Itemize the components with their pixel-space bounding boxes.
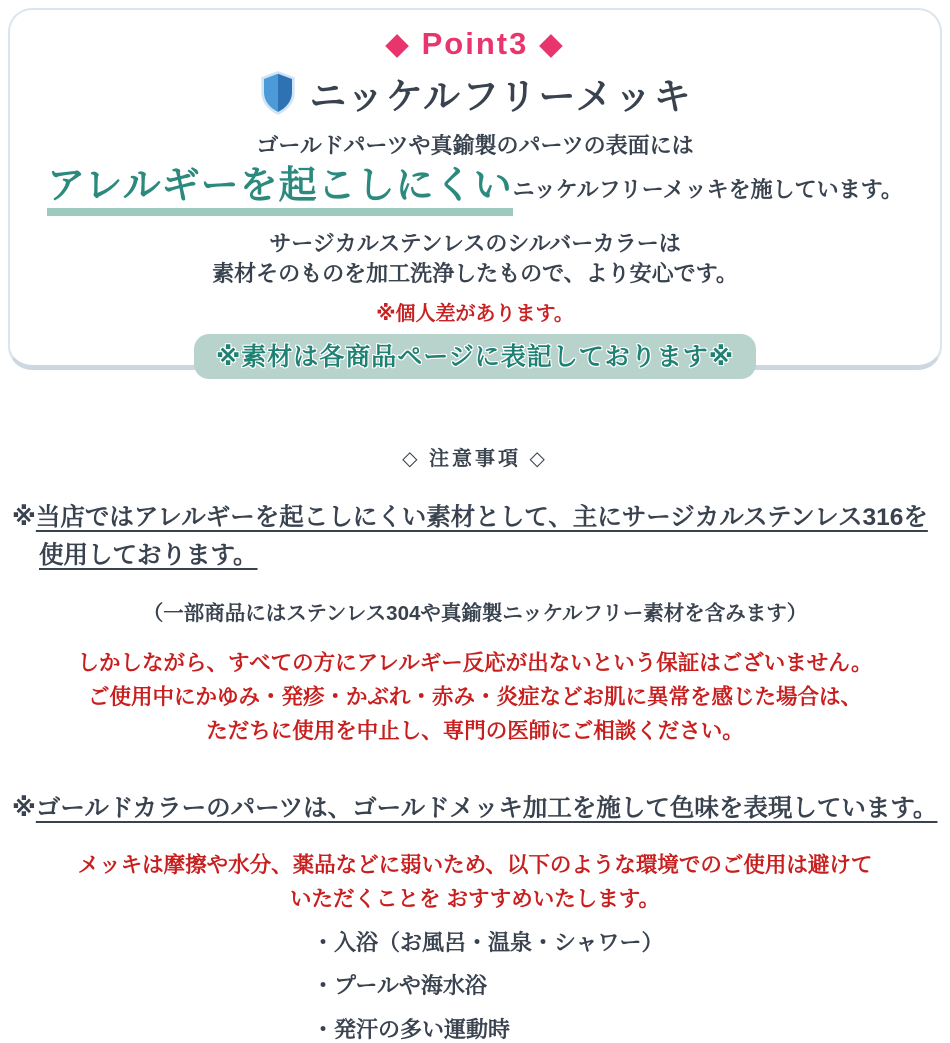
note1-asterisk: ※	[12, 504, 36, 531]
warning-line: ご使用中にかゆみ・発疹・かぶれ・赤み・炎症などお肌に異常を感じた場合は、	[87, 684, 862, 709]
point3-label: ◆ Point3 ◆	[385, 26, 565, 61]
material-note-paragraph	[12, 499, 938, 575]
allergy-warning-paragraph	[0, 647, 950, 749]
note2-asterisk: ※	[12, 794, 36, 822]
shield-icon	[257, 70, 299, 116]
allergy-highlight: アレルギーを起こしにくい	[47, 167, 513, 216]
individual-difference-note: ※個人差があります。	[376, 303, 574, 326]
body-line-1: サージカルステンレスのシルバーカラーは	[269, 230, 681, 256]
note1-line2: 使用しております。	[39, 541, 258, 569]
intro-line: ゴールドパーツや真鍮製のパーツの表面には	[256, 133, 694, 158]
plating-warning-paragraph	[0, 849, 950, 917]
material-note-badge: ※素材は各商品ページに表記しております※	[194, 334, 756, 379]
card-title-row	[257, 66, 692, 120]
gold-color-note	[12, 790, 938, 828]
note2-text: ゴールドカラーのパーツは、ゴールドメッキ加工を施して色味を表現しています。	[35, 794, 938, 822]
allergy-highlight-row	[47, 167, 903, 216]
body-line-2: 素材そのものを加工洗浄したもので、より安心です。	[212, 260, 738, 286]
plating-warning-line: メッキは摩擦や水分、薬品などに弱いため、以下のような環境でのご使用は避けて	[77, 852, 873, 877]
avoid-list-item: ・発汗の多い運動時	[312, 1016, 511, 1042]
highlight-suffix: ニッケルフリーメッキを施しています。	[512, 176, 903, 202]
avoid-list-item: ・入浴（お風呂・温泉・シャワー）	[312, 929, 664, 955]
warning-line: ただちに使用を中止し、専門の医師にご相談ください。	[206, 718, 744, 743]
card-title: ニッケルフリーメッキ	[309, 76, 693, 117]
avoid-list-item: ・プールや海水浴	[312, 973, 487, 999]
plating-warning-line: いただくことを おすすめいたします。	[290, 886, 660, 911]
paren-note: （一部商品にはステンレス304や真鍮製ニッケルフリー素材を含みます）	[142, 601, 808, 625]
avoid-list	[312, 930, 950, 1043]
notes-heading: ◇ 注意事項 ◇	[402, 448, 548, 470]
point3-card	[8, 8, 942, 370]
warning-line: しかしながら、すべての方にアレルギー反応が出ないという保証はございません。	[77, 650, 873, 675]
note1-line1: 当店ではアレルギーを起こしにくい素材として、主にサージカルステンレス316を	[35, 504, 928, 531]
